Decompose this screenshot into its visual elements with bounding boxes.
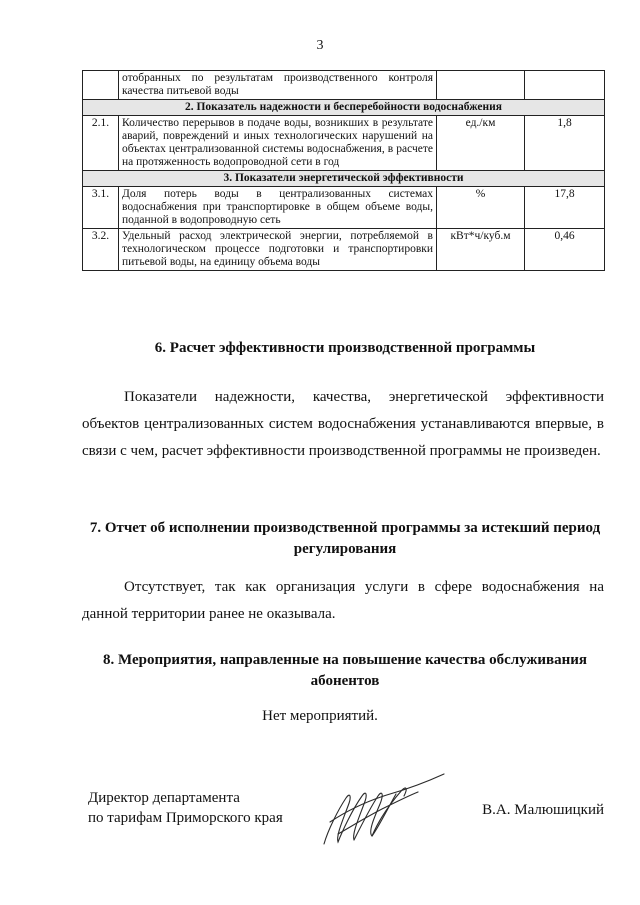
table-cell-desc: Доля потерь воды в централизованных системах водоснабжения при транспортировке в общем объеме воды, поданной в водопроводную сеть <box>119 187 437 229</box>
section6-text: Показатели надежности, качества, энергетической эффективности объектов централизованных систем водоснабжения устанавливаются впервые, в связи с чем, расчет эффективности производственной программы не произведен. <box>82 389 604 459</box>
table-cell-unit: % <box>437 187 525 229</box>
table-row <box>83 187 605 229</box>
signatory-position-line1: Директор департамента <box>88 790 240 806</box>
table-row <box>83 116 605 171</box>
table-cell-desc: Удельный расход электрической энергии, потребляемой в технологическом процессе подготовки и транспортировки питьевой воды, на единицу объема воды <box>119 229 437 271</box>
table-cell-num: 3.1. <box>83 187 119 229</box>
handwritten-signature <box>318 770 448 852</box>
table-cell-desc: отобранных по результатам производственного контроля качества питьевой воды <box>119 71 437 100</box>
table-cell-desc: Количество перерывов в подаче воды, возникших в результате аварий, повреждений и иных технологических нарушений на объектах централизованной системы водоснабжения, в расчете на протяженность водопроводной сети в год <box>119 116 437 171</box>
section7-text: Отсутствует, так как организация услуги в сфере водоснабжения на данной территории ранее не оказывала. <box>82 579 604 622</box>
table-cell-num: 2.1. <box>83 116 119 171</box>
table-cell-unit <box>437 71 525 100</box>
table-cell-value: 1,8 <box>525 116 605 171</box>
table-section-row <box>83 100 605 116</box>
section7-heading: 7. Отчет об исполнении производственной программы за истекший период регулирования <box>89 520 601 557</box>
signatory-position <box>88 788 283 828</box>
table-section-title: 3. Показатели энергетической эффективности <box>83 171 605 187</box>
table-section-title: 2. Показатель надежности и бесперебойности водоснабжения <box>83 100 605 116</box>
signatory-name: В.А. Малюшицкий <box>482 802 604 818</box>
section6-heading: 6. Расчет эффективности производственной программы <box>154 340 536 356</box>
table-cell-value: 17,8 <box>525 187 605 229</box>
table-cell-num: 3.2. <box>83 229 119 271</box>
section8-text: Нет мероприятий. <box>262 708 378 724</box>
table-cell-unit: ед./км <box>437 116 525 171</box>
table-cell-unit: кВт*ч/куб.м <box>437 229 525 271</box>
table-cell-value <box>525 71 605 100</box>
table-cell-value: 0,46 <box>525 229 605 271</box>
table-row <box>83 229 605 271</box>
signatory-position-line2: по тарифам Приморского края <box>88 810 283 826</box>
page-number: 3 <box>316 38 324 53</box>
table-cell-num <box>83 71 119 100</box>
indicators-table <box>82 70 605 271</box>
section8-heading: 8. Мероприятия, направленные на повышение качества обслуживания абонентов <box>102 652 587 689</box>
table-section-row <box>83 171 605 187</box>
table-row <box>83 71 605 100</box>
